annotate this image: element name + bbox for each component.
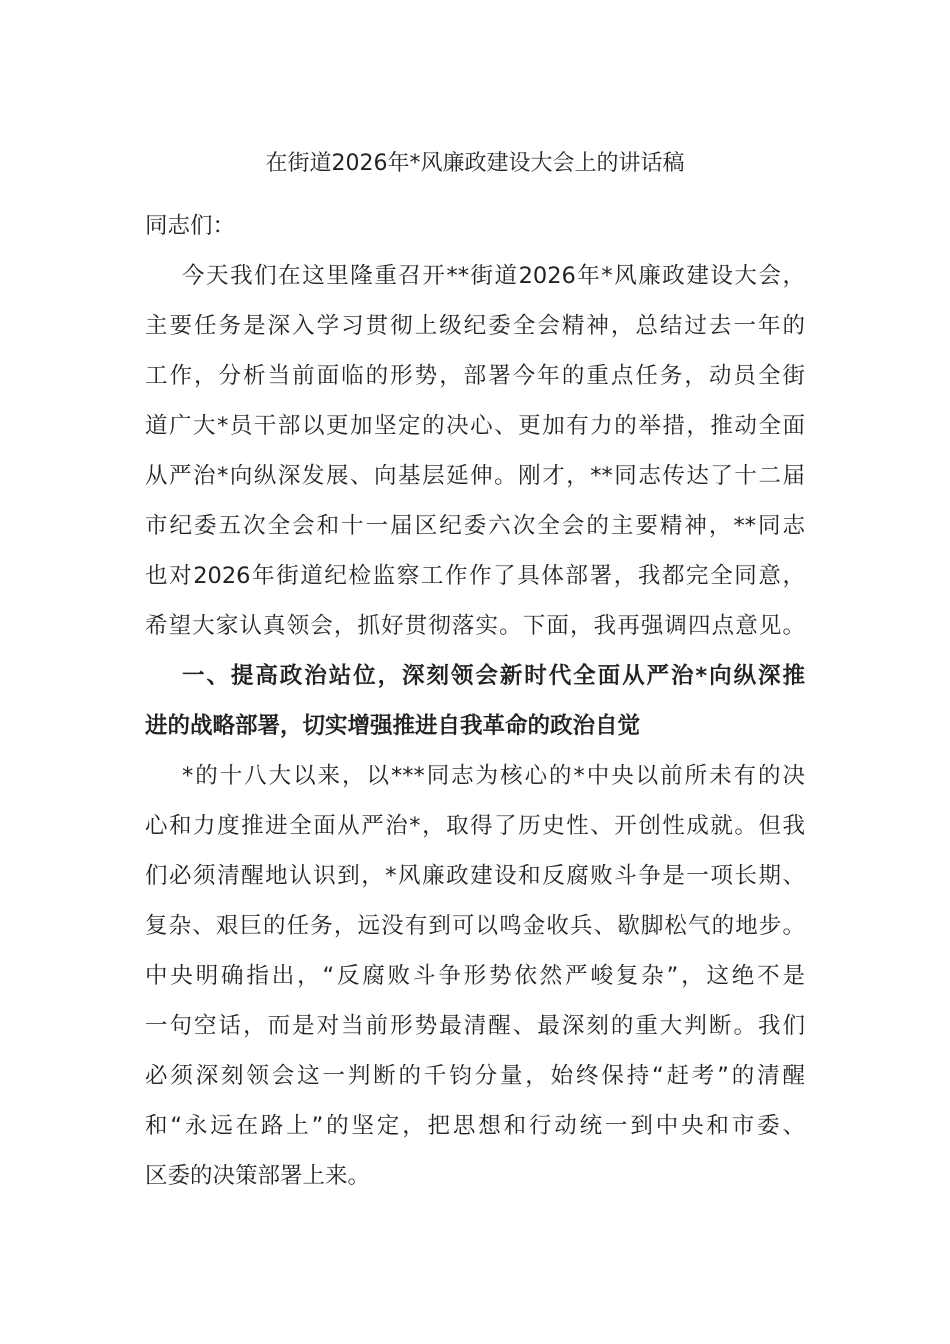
paragraph-line: *的十八大以来，以***同志为核心的*中央以前所未有的决: [182, 763, 805, 789]
paragraph-line: 和“永远在路上”的坚定，把思想和行动统一到中央和市委、: [145, 1113, 805, 1139]
paragraph-line: 中央明确指出，“反腐败斗争形势依然严峻复杂”，这绝不是: [145, 963, 805, 989]
paragraph-line: 们必须清醒地认识到，*风廉政建设和反腐败斗争是一项长期、: [145, 863, 805, 889]
paragraph-line: 希望大家认真领会，抓好贯彻落实。下面，我再强调四点意见。: [145, 613, 805, 639]
paragraph-line: 道广大*员干部以更加坚定的决心、更加有力的举措，推动全面: [145, 413, 805, 439]
paragraph-line: 一句空话，而是对当前形势最清醒、最深刻的重大判断。我们: [145, 1013, 805, 1039]
paragraph-line: 也对2026年街道纪检监察工作作了具体部署，我都完全同意，: [145, 563, 805, 589]
section-heading-line: 进的战略部署，切实增强推进自我革命的政治自觉: [145, 713, 641, 739]
paragraph-line: 今天我们在这里隆重召开**街道2026年*风廉政建设大会，: [182, 263, 805, 289]
section-heading-line: 一、提高政治站位，深刻领会新时代全面从严治*向纵深推: [182, 663, 805, 689]
paragraph-line: 主要任务是深入学习贯彻上级纪委全会精神，总结过去一年的: [145, 313, 805, 339]
paragraph-line: 市纪委五次全会和十一届区纪委六次全会的主要精神，**同志: [145, 513, 805, 539]
salutation: 同志们：: [145, 213, 236, 239]
document-title: 在街道2026年*风廉政建设大会上的讲话稿: [265, 151, 685, 176]
paragraph-line: 心和力度推进全面从严治*，取得了历史性、开创性成就。但我: [145, 813, 805, 839]
paragraph-line: 工作，分析当前面临的形势，部署今年的重点任务，动员全街: [145, 363, 805, 389]
paragraph-line: 复杂、艰巨的任务，远没有到可以鸣金收兵、歇脚松气的地步。: [145, 913, 805, 939]
paragraph-line: 从严治*向纵深发展、向基层延伸。刚才，**同志传达了十二届: [145, 463, 805, 489]
paragraph-line: 必须深刻领会这一判断的千钧分量，始终保持“赶考”的清醒: [145, 1063, 805, 1089]
paragraph-line: 区委的决策部署上来。: [145, 1163, 371, 1189]
